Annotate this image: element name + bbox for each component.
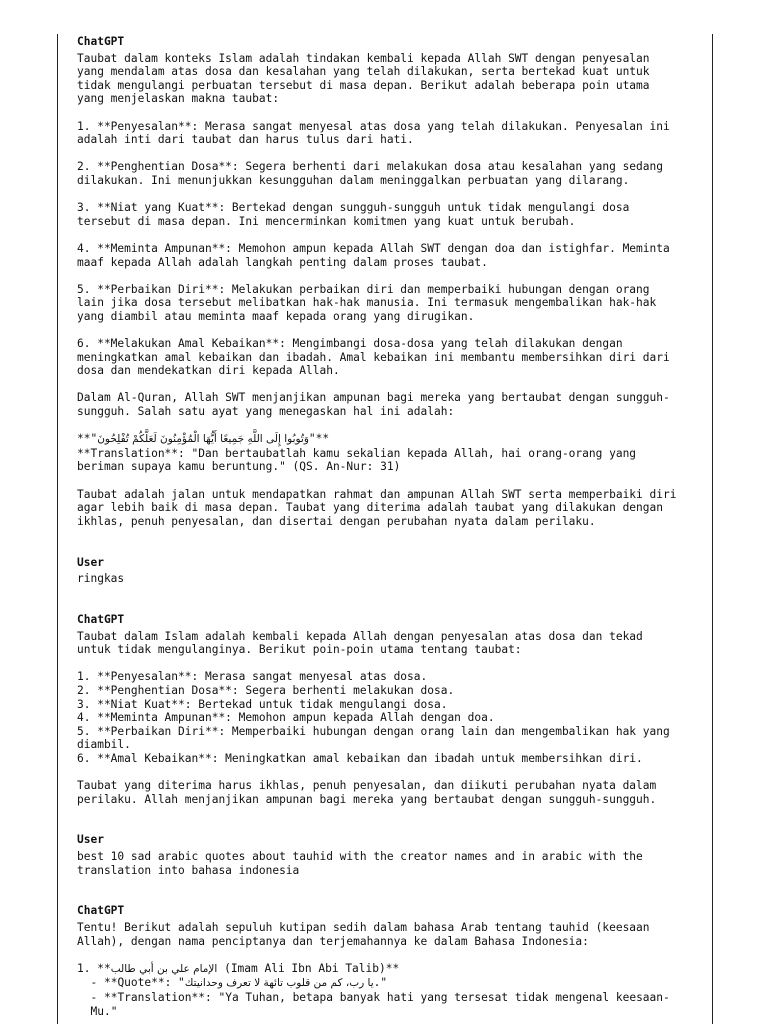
list-item: 4. **Meminta Ampunan**: Memohon ampun kepada Allah SWT dengan doa dan istighfar. Meminta maaf kepada Allah adalah langkah penting dalam proses taubat. [77,241,670,269]
user-text: best 10 sad arabic quotes about tauhid with the creator names and in arabic with the translation into bahasa indonesia [77,850,643,877]
page-left-border [57,34,58,1024]
closing-paragraph: Taubat yang diterima harus ikhlas, penuh penyesalan, dan diikuti perubahan nyata dalam perilaku. Allah menjanjikan ampunan bagi mereka yang bertaubat dengan sungguh-sungguh. [77,779,657,806]
list-item: 5. **Perbaikan Diri**: Melakukan perbaikan diri dan memperbaiki hubungan dengan orang lain jika dosa tersebut melibatkan hak-hak manusia. Ini termasuk mengembalikan hak-hak yang diambil atau meminta maaf kepada orang yang dirugikan. [77,282,657,323]
quote-prefix: - **Quote**: " [90,976,185,990]
author-latin-name: (Imam Ali Ibn Abi Talib)** [217,961,400,975]
list-item: 6. **Amal Kebaikan**: Meningkatkan amal kebaikan dan ibadah untuk membersihkan diri. [77,751,643,765]
user-text: ringkas [77,572,125,586]
summary-list [77,670,702,765]
author-arabic-name: الإمام علي بن أبي طالب [110,962,218,975]
chat-transcript [77,35,702,1032]
message-user [77,556,702,586]
verse-suffix: "** [308,432,330,446]
verse-prefix: **" [77,432,98,446]
message-user [77,833,702,877]
speaker-label: User [77,833,104,847]
list-item: 1. **Penyesalan**: Merasa sangat menyesal atas dosa yang telah dilakukan. Penyesalan ini adalah inti dari taubat dan harus tulus dari hati. [77,119,670,147]
intro-paragraph: Taubat dalam Islam adalah kembali kepada Allah dengan penyesalan atas dosa dan tekad untuk tidak mengulanginya. Berikut poin-poin utama tentang taubat: [77,629,643,657]
speaker-label: User [77,555,104,569]
quote-suffix: ." [373,976,388,990]
list-item: 2. **Penghentian Dosa**: Segera berhenti dari melakukan dosa atau kesalahan yang sedang dilakukan. Ini menunjukkan kesungguhan dalam meninggalkan perbuatan yang dilarang. [77,160,663,187]
quote-line [77,976,702,991]
list-item: 3. **Niat yang Kuat**: Bertekad dengan sungguh-sungguh untuk tidak mengulangi dosa tersebut di masa depan. Ini mencerminkan komitmen yang kuat untuk berubah. [77,201,630,228]
list-item: 1. **Penyesalan**: Merasa sangat menyesal atas dosa. [77,670,428,684]
quote-item-title [77,962,702,977]
message-chatgpt [77,904,702,1018]
message-chatgpt [77,613,702,806]
closing-paragraph: Taubat adalah jalan untuk mendapatkan rahmat dan ampunan Allah SWT serta memperbaiki diri agar lebih baik di masa depan. Taubat yang diterima adalah taubat yang dilakukan dengan ikhlas, penuh penyesalan, dan disertai dengan perubahan nyata dalam perilaku. [77,487,677,528]
verse-arabic: وَتُوبُوا إِلَى اللَّهِ جَمِيعًا أَيُّهَا الْمُؤْمِنُونَ لَعَلَّكُمْ تُفْلِحُونَ [97,433,309,446]
page-right-border [712,34,713,1024]
list-item: 4. **Meminta Ampunan**: Memohon ampun kepada Allah dengan doa. [77,711,495,725]
intro-paragraph: Taubat dalam konteks Islam adalah tindakan kembali kepada Allah SWT dengan penyesalan yang mendalam atas dosa dan kesalahan yang telah dilakukan, serta bertekad kuat untuk tidak mengulangi perbuatan tersebut di masa depan. Berikut adalah beberapa poin utama yang menjelaskan makna taubat: [77,51,650,106]
intro-paragraph: Tentu! Berikut adalah sepuluh kutipan sedih dalam bahasa Arab tentang tauhid (keesaan Allah), dengan nama penciptanya dan terjemahannya ke dalam Bahasa Indonesia: [77,921,650,948]
verse-line [77,432,702,447]
speaker-label: ChatGPT [77,35,125,48]
quote-translation: - **Translation**: "Ya Tuhan, betapa banyak hati yang tersesat tidak mengenal keesaan- Mu." [90,990,670,1018]
speaker-label: ChatGPT [77,612,125,626]
verse-translation: **Translation**: "Dan bertaubatlah kamu sekalian kepada Allah, hai orang-orang yang beriman supaya kamu beruntung." (QS. An-Nur: 31) [77,446,637,474]
list-item: 3. **Niat Kuat**: Bertekad untuk tidak mengulangi dosa. [77,697,448,711]
list-item: 5. **Perbaikan Diri**: Memperbaiki hubungan dengan orang lain dan mengembalikan hak yang diambil. [77,724,670,752]
item-number: 1. ** [77,961,111,975]
list-item: 6. **Melakukan Amal Kebaikan**: Mengimbangi dosa-dosa yang telah dilakukan dengan meningkatkan amal kebaikan dan ibadah. Amal kebaikan ini membantu membersihkan diri dari dosa dan mendekatkan diri kepada Allah. [77,337,670,378]
quote-arabic: يا رب، كم من قلوب تائهة لا تعرف وحدانيتك [184,977,374,990]
speaker-label: ChatGPT [77,904,125,918]
list-item: 2. **Penghentian Dosa**: Segera berhenti melakukan dosa. [77,683,455,697]
message-chatgpt [77,35,702,528]
quran-paragraph: Dalam Al-Quran, Allah SWT menjanjikan ampunan bagi mereka yang bertaubat dengan sungguh- sungguh. Salah satu ayat yang menegaskan hal ini adalah: [77,391,670,419]
